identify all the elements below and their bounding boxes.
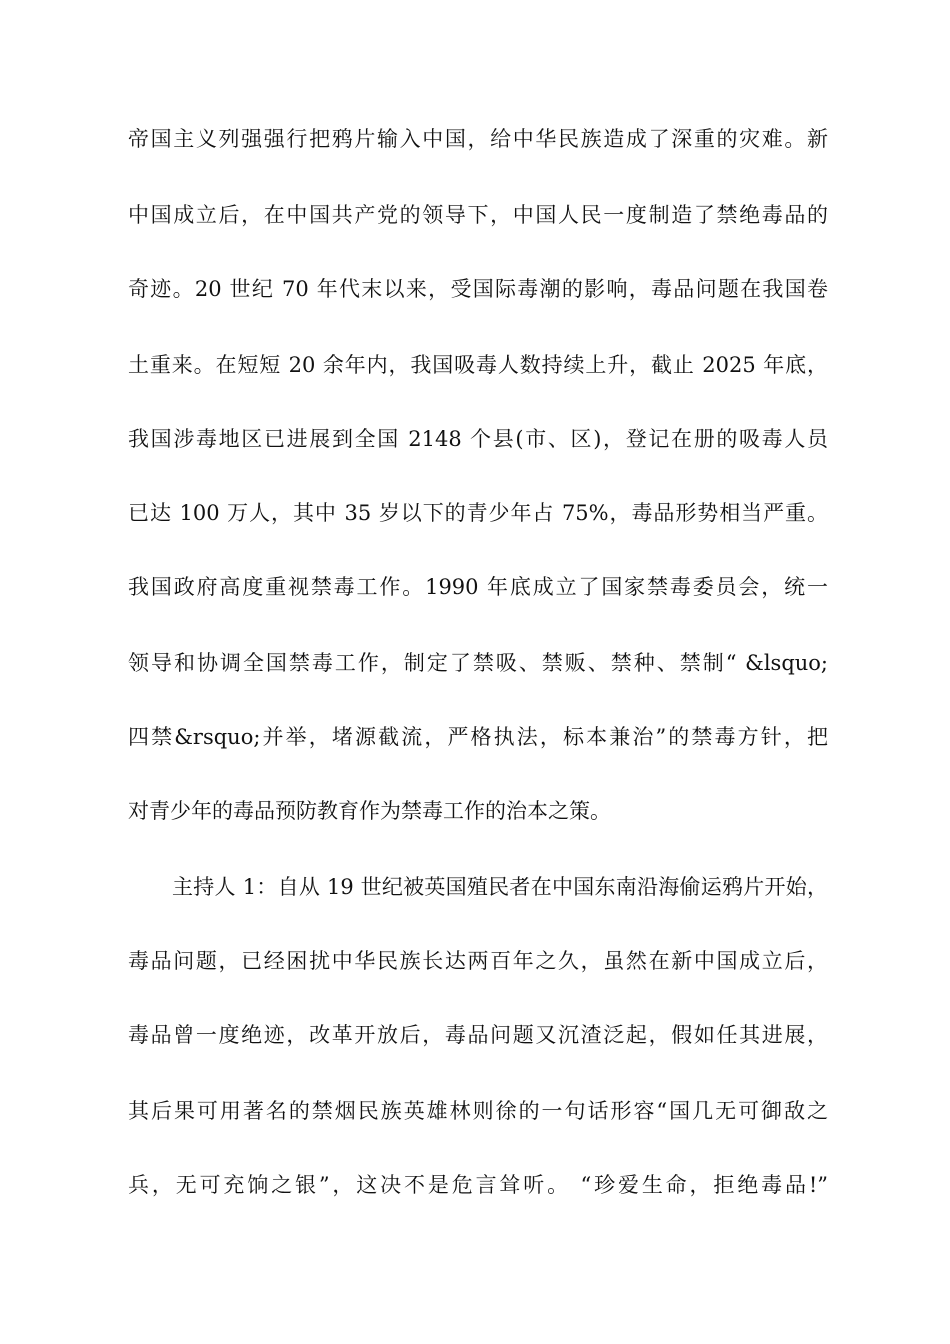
paragraph-1-line-10: 对青少年的毒品预防教育作为禁毒工作的治本之策。 [128, 799, 611, 823]
paragraph-2-line-4: 其后果可用著名的禁烟民族英雄林则徐的一句话形容“国几无可御敌之 [128, 1099, 828, 1123]
paragraph-1-line-7: 我国政府高度重视禁毒工作。1990 年底成立了国家禁毒委员会，统一 [128, 575, 828, 599]
paragraph-1-line-6: 已达 100 万人，其中 35 岁以下的青少年占 75%，毒品形势相当严重。 [128, 501, 828, 525]
paragraph-1-line-2: 中国成立后，在中国共产党的领导下，中国人民一度制造了禁绝毒品的 [128, 203, 828, 227]
paragraph-2-line-2: 毒品问题，已经困扰中华民族长达两百年之久，虽然在新中国成立后， [128, 949, 828, 973]
paragraph-1-line-5: 我国涉毒地区已进展到全国 2148 个县(市、区)，登记在册的吸毒人员 [128, 427, 828, 451]
paragraph-2-line-3: 毒品曾一度绝迹，改革开放后，毒品问题又沉渣泛起，假如任其进展， [128, 1023, 828, 1047]
paragraph-2-line-1: 主持人 1：自从 19 世纪被英国殖民者在中国东南沿海偷运鸦片开始， [172, 875, 828, 899]
paragraph-1-line-1: 帝国主义列强强行把鸦片输入中国，给中华民族造成了深重的灾难。新 [128, 127, 828, 151]
paragraph-1-line-3: 奇迹。20 世纪 70 年代末以来，受国际毒潮的影响，毒品问题在我国卷 [128, 277, 828, 301]
paragraph-1-line-9: 四禁&rsquo;并举，堵源截流，严格执法，标本兼治”的禁毒方针，把 [128, 725, 828, 749]
paragraph-1-line-8: 领导和协调全国禁毒工作，制定了禁吸、禁贩、禁种、禁制“ &lsquo; [128, 651, 828, 675]
paragraph-1-line-4: 土重来。在短短 20 余年内，我国吸毒人数持续上升，截止 2025 年底， [128, 353, 828, 377]
paragraph-2-line-5: 兵，无可充饷之银”，这决不是危言耸听。 “珍爱生命，拒绝毒品!” [128, 1173, 828, 1197]
